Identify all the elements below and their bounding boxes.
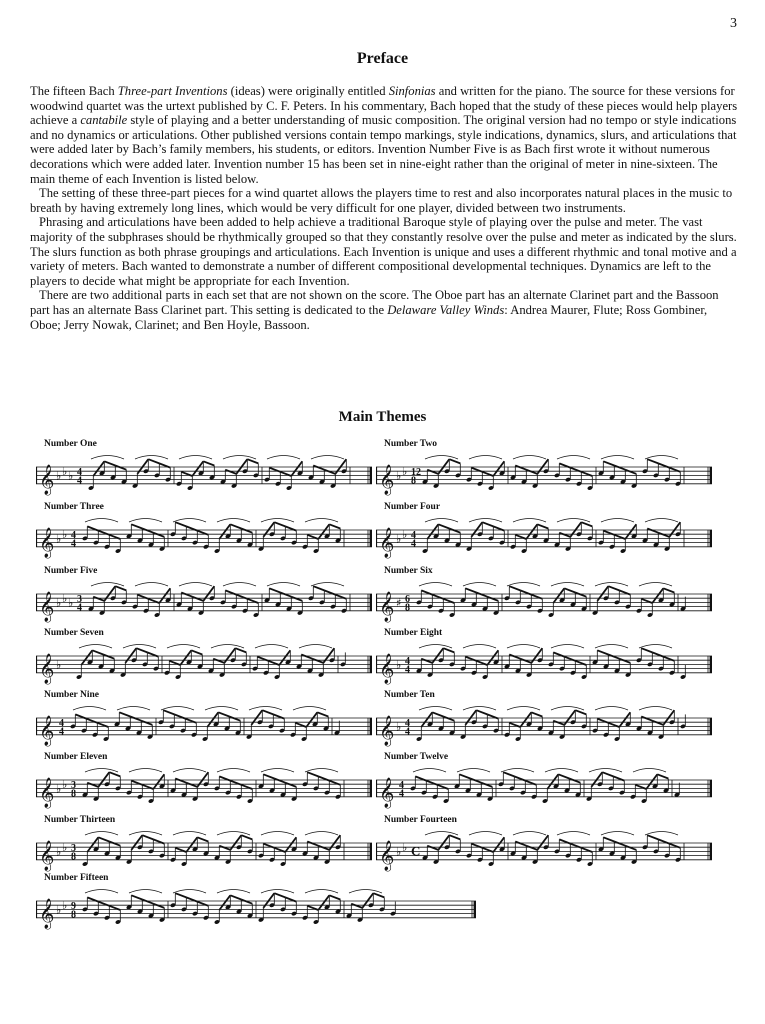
- music-staff: [376, 516, 712, 560]
- theme-label: Number Twelve: [384, 752, 449, 762]
- melody-notes: [70, 707, 340, 742]
- time-signature-bottom: 4: [71, 538, 76, 550]
- key-signature-accidental: ♭: [62, 778, 68, 792]
- theme-label: Number Ten: [384, 690, 435, 700]
- key-signature-accidental: ♭: [56, 596, 62, 610]
- key-signature-accidental: ♭: [56, 469, 62, 483]
- time-signature-bottom: 8: [71, 851, 76, 863]
- time-signature-top: 6: [405, 593, 410, 605]
- key-signature-accidental: ♭: [62, 528, 68, 542]
- music-staff: [36, 829, 372, 873]
- theme-6: [376, 566, 712, 626]
- key-signature-accidental: ♭: [56, 903, 62, 917]
- time-signature-bottom: 4: [77, 602, 82, 614]
- theme-label: Number One: [44, 439, 97, 449]
- key-signature-accidental: ♭: [396, 469, 402, 483]
- theme-13: [36, 815, 372, 875]
- melody-notes: [416, 583, 686, 618]
- treble-clef-icon: 𝄞: [379, 653, 395, 684]
- melody-notes: [422, 832, 684, 867]
- theme-3: [36, 502, 372, 562]
- music-staff: [36, 642, 372, 686]
- key-signature-accidental: ♭: [402, 528, 408, 542]
- theme-label: Number Eleven: [44, 752, 108, 762]
- key-signature-accidental: ♭: [56, 782, 62, 796]
- key-signature-accidental: ♭: [402, 465, 408, 479]
- treble-clef-icon: 𝄞: [379, 840, 395, 871]
- treble-clef-icon: 𝄞: [39, 527, 55, 558]
- treble-clef-icon: 𝄞: [379, 777, 395, 808]
- preface-body: [30, 84, 738, 332]
- music-staff: [36, 516, 372, 560]
- page-number: 3: [730, 16, 737, 31]
- theme-9: [36, 690, 372, 750]
- treble-clef-icon: 𝄞: [379, 715, 395, 746]
- key-signature-accidental: ♭: [56, 658, 62, 672]
- key-signature-accidental: ♭: [396, 532, 402, 546]
- theme-label: Number Six: [384, 566, 433, 576]
- time-signature-bottom: 4: [405, 726, 410, 738]
- key-signature-accidental: ♭: [396, 845, 402, 859]
- music-staff: [376, 453, 712, 497]
- key-signature-accidental: ♭: [62, 592, 68, 606]
- theme-label: Number Two: [384, 439, 438, 449]
- theme-15: [36, 873, 476, 933]
- time-signature-top: 3: [71, 842, 76, 854]
- theme-5: [36, 566, 372, 626]
- music-staff: [376, 829, 712, 873]
- melody-notes: [88, 583, 350, 618]
- treble-clef-icon: 𝄞: [379, 464, 395, 495]
- theme-label: Number Nine: [44, 690, 99, 700]
- theme-label: Number Five: [44, 566, 98, 576]
- time-signature-bottom: 4: [59, 726, 64, 738]
- melody-notes: [422, 519, 684, 554]
- theme-14: [376, 815, 712, 875]
- time-signature-top: 12: [411, 466, 421, 478]
- melody-notes: [82, 519, 344, 554]
- melody-notes: [416, 645, 686, 680]
- main-themes-title: Main Themes: [338, 409, 427, 425]
- treble-clef-icon: 𝄞: [39, 898, 55, 929]
- time-signature-top: 4: [405, 717, 410, 729]
- time-signature-top: 3: [71, 779, 76, 791]
- treble-clef-icon: 𝄞: [379, 591, 395, 622]
- music-staff: [376, 766, 712, 810]
- time-signature-bottom: 8: [411, 475, 416, 487]
- time-signature-top: 4: [77, 466, 82, 478]
- key-signature-accidental: ♭: [68, 596, 74, 610]
- theme-label: Number Three: [44, 502, 104, 512]
- melody-notes: [410, 769, 680, 804]
- time-signature-top: C: [411, 843, 421, 859]
- treble-clef-icon: 𝄞: [379, 527, 395, 558]
- key-signature-accidental: ♭: [396, 658, 402, 672]
- music-staff: [376, 704, 712, 748]
- time-signature-bottom: 8: [71, 788, 76, 800]
- melody-notes: [422, 456, 684, 491]
- time-signature-top: 4: [411, 529, 416, 541]
- treble-clef-icon: 𝄞: [39, 591, 55, 622]
- music-staff: [36, 580, 372, 624]
- melody-notes: [76, 645, 346, 680]
- theme-2: [376, 439, 712, 499]
- melody-notes: [82, 769, 344, 804]
- preface-title: Preface: [356, 50, 409, 67]
- time-signature-top: 4: [405, 655, 410, 667]
- key-signature-accidental: ♭: [62, 841, 68, 855]
- theme-12: [376, 752, 712, 812]
- theme-10: [376, 690, 712, 750]
- preface-paragraph-4: There are two additional parts in each set that are not shown on the score. The Oboe part has an alternate Clarinet part and the Bassoon part has an alternate Bass Clarinet part. This setting is dedicated to the Delaware Valley Winds: Andrea Maurer, Flute; Ross Gombiner, Oboe; Jerry Nowak, Clarinet; and Ben Hoyle, Bassoon.: [30, 288, 719, 332]
- key-signature-accidental: ♭: [56, 532, 62, 546]
- key-signature-accidental: ♭: [68, 469, 74, 483]
- time-signature-bottom: 8: [405, 602, 410, 614]
- key-signature-accidental: ♭: [396, 720, 402, 734]
- theme-1: [36, 439, 372, 499]
- treble-clef-icon: 𝄞: [39, 653, 55, 684]
- time-signature-bottom: 4: [399, 788, 404, 800]
- melody-notes: [88, 456, 350, 491]
- theme-label: Number Eight: [384, 628, 443, 638]
- key-signature-accidental: ♭: [56, 845, 62, 859]
- key-signature-accidental: ♭: [62, 899, 68, 913]
- music-staff: [36, 704, 372, 748]
- music-staff: [36, 887, 476, 931]
- melody-notes: [82, 832, 344, 867]
- time-signature-bottom: 4: [405, 664, 410, 676]
- theme-11: [36, 752, 372, 812]
- time-signature-bottom: 8: [71, 909, 76, 921]
- time-signature-top: 4: [59, 717, 64, 729]
- treble-clef-icon: 𝄞: [39, 777, 55, 808]
- key-signature-accidental: ♭: [62, 465, 68, 479]
- theme-label: Number Seven: [44, 628, 104, 638]
- time-signature-top: 3: [77, 593, 82, 605]
- melody-notes: [82, 890, 396, 925]
- time-signature-top: 4: [71, 529, 76, 541]
- time-signature-bottom: 4: [77, 475, 82, 487]
- time-signature-bottom: 4: [411, 538, 416, 550]
- theme-label: Number Fifteen: [44, 873, 109, 883]
- key-signature-accidental: ♭: [402, 841, 408, 855]
- music-staff: [376, 642, 712, 686]
- preface-paragraph-2: The setting of these three-part pieces for a wind quartet allows the players time to rest and also incorporates natural places in the music to breath by having extremely long lines, which would be very difficult for one player, divided between two instruments.: [30, 186, 733, 215]
- key-signature-accidental: ♯: [396, 596, 402, 610]
- preface-paragraph-3: Phrasing and articulations have been added to help achieve a traditional Baroque style of playing over the pulse and meter. The vast majority of the subphrases should be rhythmically grouped so that they constantly resolve over the pulse and meter as indicated by the slurs. The slurs function as both phrase groupings and articulations. Each Invention is unique and uses a different rhythmic and tonal motive and a variety of meters. Bach wanted to demonstrate a number of different compositional developmental techniques. Dynamics are left to the players to decide what might be appropriate for each Invention.: [30, 215, 737, 288]
- treble-clef-icon: 𝄞: [39, 464, 55, 495]
- theme-4: [376, 502, 712, 562]
- music-staff: [36, 766, 372, 810]
- treble-clef-icon: 𝄞: [39, 715, 55, 746]
- theme-7: [36, 628, 372, 688]
- theme-8: [376, 628, 712, 688]
- preface-paragraph-1: The fifteen Bach Three-part Inventions (ideas) were originally entitled Sinfonias and written for the piano. The source for these versions for woodwind quartet was the urtext published by C. F. Peters. In his commentary, Bach hoped that the study of these pieces would help players achieve a cantabile style of playing and a better understanding of music composition. The original version had no tempo or style indications and no dynamics or articulations. Other published versions contain tempo markings, style indications, dynamics, slurs, and articulations that were added later by Bach’s family members, his students, or editors. Invention Number Five is as Bach first wrote it without numerous decorations which were added later. Invention number 15 has been set in nine-eight rather than the original of meter in nine-sixteen. The main theme of each Invention is listed below.: [30, 84, 738, 186]
- music-staff: [376, 580, 712, 624]
- treble-clef-icon: 𝄞: [39, 840, 55, 871]
- music-staff: [36, 453, 372, 497]
- time-signature-top: 4: [399, 779, 404, 791]
- theme-label: Number Thirteen: [44, 815, 116, 825]
- theme-label: Number Fourteen: [384, 815, 457, 825]
- time-signature-top: 9: [71, 900, 76, 912]
- melody-notes: [416, 707, 686, 742]
- theme-label: Number Four: [384, 502, 441, 512]
